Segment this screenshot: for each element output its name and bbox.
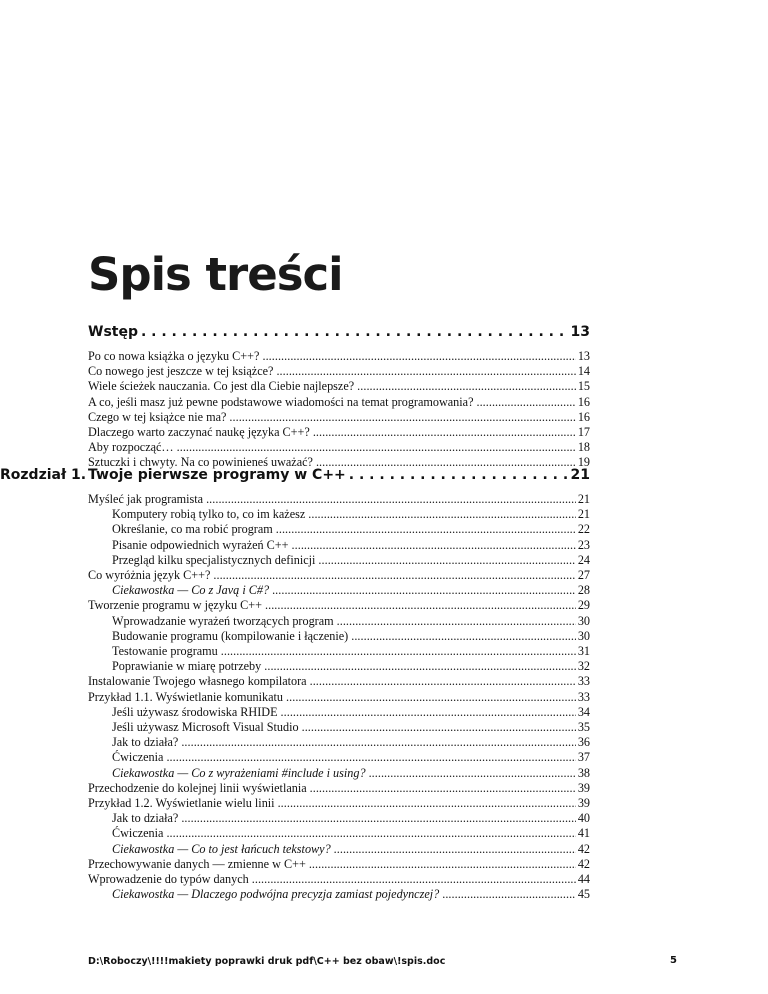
toc-entry-title: Ćwiczenia	[112, 750, 164, 765]
dot-leader	[276, 364, 575, 379]
toc-entry-title: Ciekawostka — Dlaczego podwójna precyzja zamiast pojedynczej?	[112, 887, 440, 902]
toc-entry-title: Sztuczki i chwyty. Na co powinieneś uważać?	[88, 455, 313, 470]
dot-leader	[141, 324, 569, 341]
toc-entry[interactable]	[88, 781, 590, 796]
dot-leader	[308, 507, 576, 522]
toc-chapter-heading[interactable]	[88, 324, 590, 341]
toc-entry-title: A co, jeśli masz już pewne podstawowe wiadomości na temat programowania?	[88, 394, 474, 409]
toc-entry[interactable]	[112, 507, 590, 522]
toc-chapter-heading[interactable]	[88, 467, 590, 484]
chapter-page-number: 13	[570, 324, 590, 340]
dot-leader	[302, 720, 576, 735]
toc-entry[interactable]	[112, 766, 590, 781]
toc-entry-page: 41	[577, 826, 590, 841]
toc-entry-page: 27	[577, 568, 590, 582]
toc-entry-title: Ciekawostka — Co z wyrażeniami #include i using?	[112, 765, 366, 780]
dot-leader	[276, 522, 576, 537]
toc-entry-page: 38	[577, 765, 590, 780]
toc-entry[interactable]	[88, 364, 590, 379]
toc-entry-title: Przechowywanie danych — zmienne w C++	[88, 856, 306, 871]
toc-entry-page: 32	[577, 659, 590, 674]
toc-entry-page: 42	[577, 841, 590, 856]
toc-entry-title: Jak to działa?	[112, 811, 179, 826]
toc-entry[interactable]	[112, 553, 590, 568]
dot-leader	[442, 887, 576, 902]
footer-page-number: 5	[670, 955, 677, 966]
dot-leader	[476, 395, 575, 410]
toc-entry[interactable]	[88, 349, 590, 364]
toc-entry[interactable]	[88, 568, 590, 583]
dot-leader	[166, 750, 575, 765]
dot-leader	[264, 659, 576, 674]
dot-leader	[229, 410, 575, 425]
dot-leader	[351, 629, 576, 644]
dot-leader	[278, 796, 576, 811]
toc-entry-title: Ćwiczenia	[112, 826, 164, 841]
toc-entry-title: Budowanie programu (kompilowanie i łączenie)	[112, 628, 349, 643]
toc-entry-page: 39	[577, 780, 590, 795]
toc-entry[interactable]	[112, 644, 590, 659]
toc-entry-title: Jak to działa?	[112, 735, 179, 750]
toc-entry-title: Czego w tej książce nie ma?	[88, 409, 227, 424]
toc-entry-page: 37	[577, 750, 590, 765]
toc-entry-page: 13	[577, 349, 590, 363]
toc-entry-page: 14	[577, 364, 590, 379]
toc-entry[interactable]	[112, 614, 590, 629]
chapter-page-number: 21	[570, 467, 590, 483]
toc-entry[interactable]	[112, 887, 590, 902]
dot-leader	[206, 492, 576, 507]
dot-leader	[313, 425, 576, 440]
toc-entry[interactable]	[88, 379, 590, 394]
dot-leader	[281, 705, 576, 720]
toc-entry-page: 30	[577, 628, 590, 643]
toc-entry[interactable]	[112, 720, 590, 735]
toc-entry-page: 29	[577, 598, 590, 613]
toc-entry[interactable]	[88, 440, 590, 455]
toc-entry[interactable]	[112, 705, 590, 720]
dot-leader	[177, 440, 576, 455]
dot-leader	[181, 735, 575, 750]
toc-entry-page: 16	[577, 394, 590, 409]
chapter-heading-text: Twoje pierwsze programy w C++	[88, 467, 346, 483]
toc-entry-title: Ciekawostka — Co z Javą i C#?	[112, 583, 270, 598]
toc-entry[interactable]	[88, 796, 590, 811]
toc-entry-title: Po co nowa książka o języku C++?	[88, 349, 260, 363]
toc-entry[interactable]	[88, 395, 590, 410]
toc-entry-title: Przykład 1.2. Wyświetlanie wielu linii	[88, 796, 275, 810]
dot-leader	[357, 379, 576, 394]
dot-leader	[309, 857, 576, 872]
toc-entry[interactable]	[112, 659, 590, 674]
toc-entry-title: Jeśli używasz Microsoft Visual Studio	[112, 720, 299, 734]
toc-entry-page: 15	[577, 379, 590, 394]
toc-entry-title: Co wyróżnia język C++?	[88, 568, 211, 582]
toc-entry[interactable]	[88, 598, 590, 613]
toc-entry[interactable]	[112, 522, 590, 537]
toc-entry-page: 39	[577, 796, 590, 810]
dot-leader	[265, 598, 576, 613]
toc-entry-page: 33	[577, 674, 590, 689]
toc-entry-page: 34	[577, 704, 590, 719]
toc-entry[interactable]	[112, 842, 590, 857]
toc-entry-title: Określanie, co ma robić program	[112, 522, 273, 537]
toc-entry[interactable]	[112, 750, 590, 765]
page-title: Spis treści	[88, 248, 343, 301]
toc-entry-title: Wprowadzanie wyrażeń tworzących program	[112, 613, 334, 628]
toc-entry[interactable]	[112, 583, 590, 598]
dot-leader	[292, 538, 576, 553]
toc-entry[interactable]	[88, 674, 590, 689]
toc-entry-page: 21	[577, 492, 590, 506]
dot-leader	[369, 766, 576, 781]
toc-entry-page: 21	[577, 507, 590, 522]
toc-entry-title: Poprawianie w miarę potrzeby	[112, 659, 262, 674]
toc-entry-page: 42	[577, 856, 590, 871]
dot-leader	[252, 872, 576, 887]
toc-entry-title: Komputery robią tylko to, co im każesz	[112, 507, 306, 522]
dot-leader	[272, 583, 576, 598]
dot-leader	[310, 674, 576, 689]
toc-entry-title: Wiele ścieżek nauczania. Co jest dla Ciebie najlepsze?	[88, 379, 355, 394]
toc-entry-page: 23	[577, 537, 590, 552]
toc-entry-title: Tworzenie programu w języku C++	[88, 598, 262, 613]
toc-entry[interactable]	[112, 629, 590, 644]
toc-entry-page: 19	[577, 455, 590, 470]
toc-entry[interactable]	[88, 492, 590, 507]
toc-entry-title: Dlaczego warto zaczynać naukę języka C++?	[88, 425, 310, 439]
toc-entry[interactable]	[88, 857, 590, 872]
chapter-label: Rozdział 1.	[0, 467, 87, 483]
toc-entry-page: 18	[577, 440, 590, 455]
toc-entry-page: 35	[577, 720, 590, 734]
toc-entry-title: Przykład 1.1. Wyświetlanie komunikatu	[88, 689, 284, 704]
toc-entry-page: 33	[577, 689, 590, 704]
toc-entry-title: Aby rozpocząć…	[88, 440, 174, 455]
toc-entry-page: 31	[577, 644, 590, 658]
toc-entry[interactable]	[88, 410, 590, 425]
toc-entry-title: Ciekawostka — Co to jest łańcuch tekstowy?	[112, 841, 331, 856]
toc-entry[interactable]	[112, 826, 590, 841]
toc-entry-title: Wprowadzenie do typów danych	[88, 872, 249, 886]
toc-entry-title: Co nowego jest jeszcze w tej książce?	[88, 364, 274, 379]
toc-entry-page: 40	[577, 811, 590, 826]
toc-entry[interactable]	[88, 425, 590, 440]
toc-entry-page: 22	[577, 522, 590, 537]
toc-entry-page: 28	[577, 583, 590, 598]
dot-leader	[349, 467, 569, 484]
dot-leader	[318, 553, 575, 568]
toc-entry-page: 16	[577, 409, 590, 424]
toc-entry[interactable]	[112, 735, 590, 750]
dot-leader	[166, 826, 575, 841]
toc-entry-page: 24	[577, 552, 590, 567]
toc-entry-page: 17	[577, 425, 590, 439]
toc-entry-title: Testowanie programu	[112, 644, 218, 658]
toc-entry[interactable]	[88, 872, 590, 887]
dot-leader	[310, 781, 576, 796]
toc-entry-page: 45	[577, 887, 590, 902]
toc-entry-title: Instalowanie Twojego własnego kompilatora	[88, 674, 307, 689]
toc-entry-title: Myśleć jak programista	[88, 492, 204, 506]
toc-entry[interactable]	[112, 811, 590, 826]
toc-entry[interactable]	[112, 538, 590, 553]
footer-file-path: D:\Roboczy\!!!!makiety poprawki druk pdf\C++ bez obaw\!spis.doc	[88, 956, 446, 967]
toc-entry-title: Pisanie odpowiednich wyrażeń C++	[112, 537, 289, 552]
toc-entry-page: 36	[577, 735, 590, 750]
dot-leader	[213, 568, 575, 583]
dot-leader	[286, 690, 576, 705]
toc-entry-page: 30	[577, 613, 590, 628]
dot-leader	[181, 811, 575, 826]
toc-entry-title: Przechodzenie do kolejnej linii wyświetlania	[88, 780, 307, 795]
toc-entry-page: 44	[577, 872, 590, 886]
toc-entry-title: Przegląd kilku specjalistycznych definicji	[112, 552, 316, 567]
dot-leader	[334, 842, 576, 857]
toc-entry[interactable]	[88, 690, 590, 705]
chapter-heading-text: Wstęp	[88, 324, 138, 340]
dot-leader	[262, 349, 575, 364]
toc-entry-title: Jeśli używasz środowiska RHIDE	[112, 704, 278, 719]
dot-leader	[337, 614, 576, 629]
dot-leader	[221, 644, 576, 659]
